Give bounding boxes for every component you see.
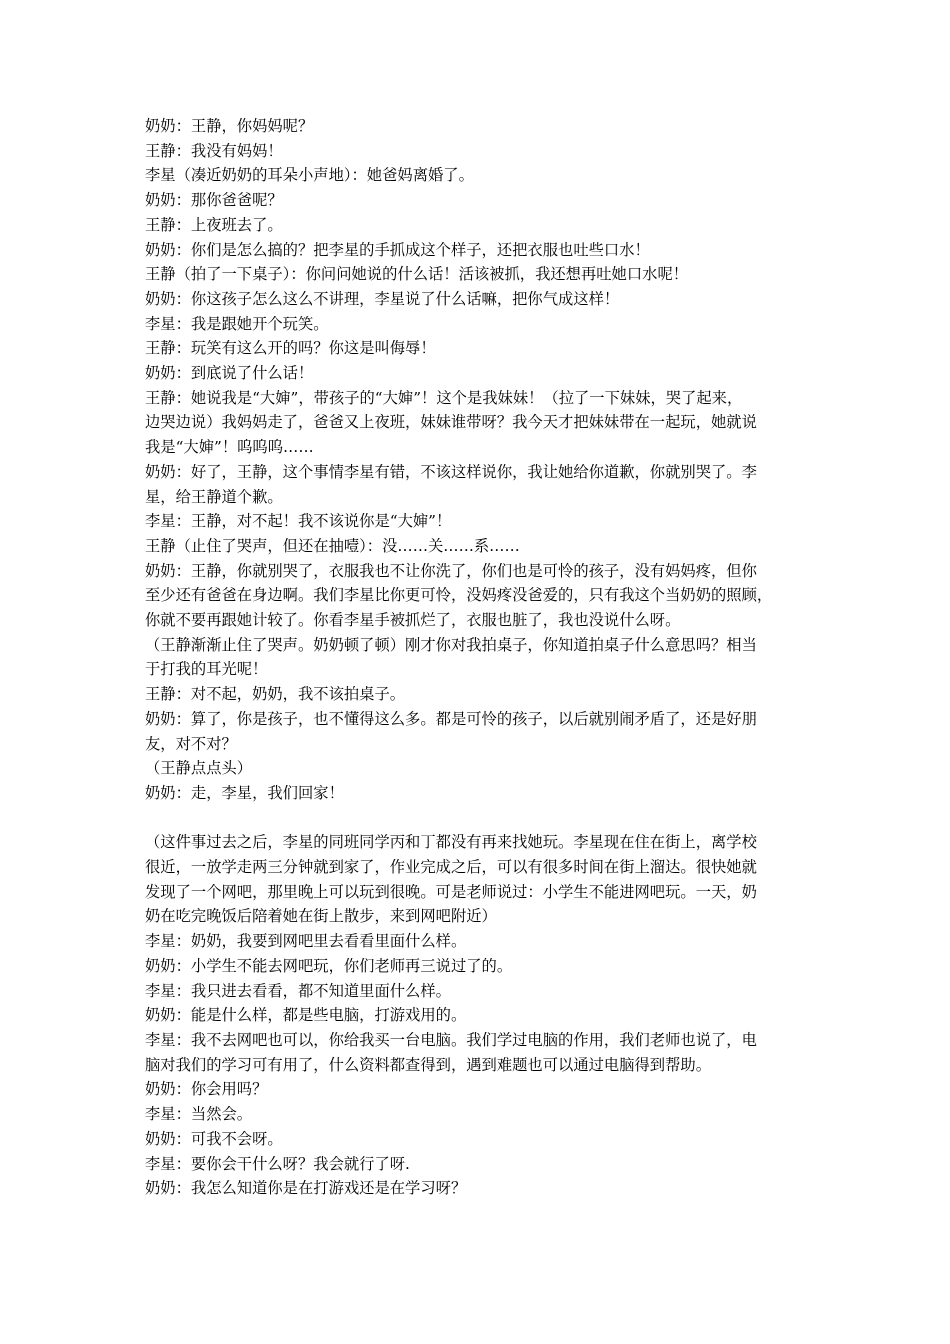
text-line: 李星：我是跟她开个玩笑。 xyxy=(145,314,329,333)
text-line: 奶奶：到底说了什么话！ xyxy=(145,364,314,383)
text-line: 边哭边说）我妈妈走了，爸爸又上夜班，妹妹谁带呀？我今天才把妹妹带在一起玩，她就说 xyxy=(145,413,757,432)
text-line: 我是“大婶”！呜呜呜…… xyxy=(145,438,314,457)
text-line: 王静：上夜班去了。 xyxy=(145,215,283,234)
text-line: 李星：当然会。 xyxy=(145,1105,253,1124)
text-line: 友，对不对？ xyxy=(145,734,237,753)
text-line: 王静（拍了一下桌子）：你问问她说的什么话！活该被抓，我还想再吐她口水呢！ xyxy=(145,265,689,284)
text-line: 星，给王静道个歉。 xyxy=(145,487,283,506)
text-line: 奶奶：那你爸爸呢？ xyxy=(145,191,283,210)
text-line: 很近，一放学走两三分钟就到家了，作业完成之后，可以有很多时间在街上溜达。很快她就 xyxy=(145,858,757,877)
text-line: 奶奶：你这孩子怎么这么不讲理，李星说了什么话嘛，把你气成这样！ xyxy=(145,289,620,308)
text-line: （王静点点头） xyxy=(145,759,253,778)
text-line: 李星：要你会干什么呀？我会就行了呀. xyxy=(145,1154,410,1173)
text-line: 王静：她说我是“大婶”，带孩子的“大婶”！这个是我妹妹！（拉了一下妹妹，哭了起来， xyxy=(145,388,743,407)
text-line: 李星（凑近奶奶的耳朵小声地）：她爸妈离婚了。 xyxy=(145,166,474,185)
text-line: 奶奶：王静，你就别哭了，衣服我也不让你洗了，你们也是可怜的孩子，没有妈妈疼，但你 xyxy=(145,561,757,580)
text-line: 奶奶：能是什么样，都是些电脑，打游戏用的。 xyxy=(145,1006,467,1025)
text-line: 奶奶：王静，你妈妈呢？ xyxy=(145,117,314,135)
text-line: 李星：我只进去看看，都不知道里面什么样。 xyxy=(145,981,451,1000)
text-line: 王静：玩笑有这么开的吗？你这是叫侮辱！ xyxy=(145,339,436,358)
text-line: 于打我的耳光呢！ xyxy=(145,660,268,679)
text-line: 奶奶：好了，王静，这个事情李星有错，不该这样说你，我让她给你道歉，你就别哭了。李 xyxy=(145,462,757,481)
paragraph-break xyxy=(145,806,810,831)
text-line: 王静：我没有妈妈！ xyxy=(145,141,283,160)
text-line: 李星：奶奶，我要到网吧里去看看里面什么样。 xyxy=(145,932,467,951)
text-line: 奶奶：小学生不能去网吧玩，你们老师再三说过了的。 xyxy=(145,956,513,975)
text-line: 奶奶：你会用吗？ xyxy=(145,1080,268,1099)
text-line: （王静渐渐止住了哭声。奶奶顿了顿）刚才你对我拍桌子，你知道拍桌子什么意思吗？相当 xyxy=(145,635,757,654)
text-line: 发现了一个网吧，那里晚上可以玩到很晚。可是老师说过：小学生不能进网吧玩。一天，奶 xyxy=(145,882,757,901)
text-line: 至少还有爸爸在身边啊。我们李星比你更可怜，没妈疼没爸爱的，只有我这个当奶奶的照顾， xyxy=(145,586,773,605)
text-line: 脑对我们的学习可有用了，什么资料都查得到，遇到难题也可以通过电脑得到帮助。 xyxy=(145,1055,711,1074)
text-line: 李星：王静，对不起！我不该说你是“大婶”！ xyxy=(145,512,452,531)
text-line: 王静（止住了哭声，但还在抽噎）：没……关……系…… xyxy=(145,536,520,555)
text-line: 王静：对不起，奶奶，我不该拍桌子。 xyxy=(145,685,406,704)
text-line: 奶奶：我怎么知道你是在打游戏还是在学习呀？ xyxy=(145,1179,467,1198)
text-line: 奶奶：你们是怎么搞的？把李星的手抓成这个样子，还把衣服也吐些口水！ xyxy=(145,240,650,259)
text-line: 奶奶：可我不会呀。 xyxy=(145,1129,283,1148)
text-line: 你就不要再跟她计较了。你看李星手被抓烂了，衣服也脏了，我也没说什么呀。 xyxy=(145,611,681,630)
text-line: 李星：我不去网吧也可以，你给我买一台电脑。我们学过电脑的作用，我们老师也说了，电 xyxy=(145,1031,757,1049)
text-line: 奶在吃完晚饭后陪着她在街上散步，来到网吧附近） xyxy=(145,907,497,926)
document-page xyxy=(145,114,810,1201)
text-line: 奶奶：算了，你是孩子，也不懂得这么多。都是可怜的孩子，以后就别闹矛盾了，还是好朋 xyxy=(145,709,757,728)
text-line: 奶奶：走，李星，我们回家！ xyxy=(145,783,344,802)
dialogue-section-1 xyxy=(145,114,810,806)
text-line: （这件事过去之后，李星的同班同学丙和丁都没有再来找她玩。李星现在住在街上，离学校 xyxy=(145,833,757,852)
dialogue-section-2 xyxy=(145,830,810,1201)
